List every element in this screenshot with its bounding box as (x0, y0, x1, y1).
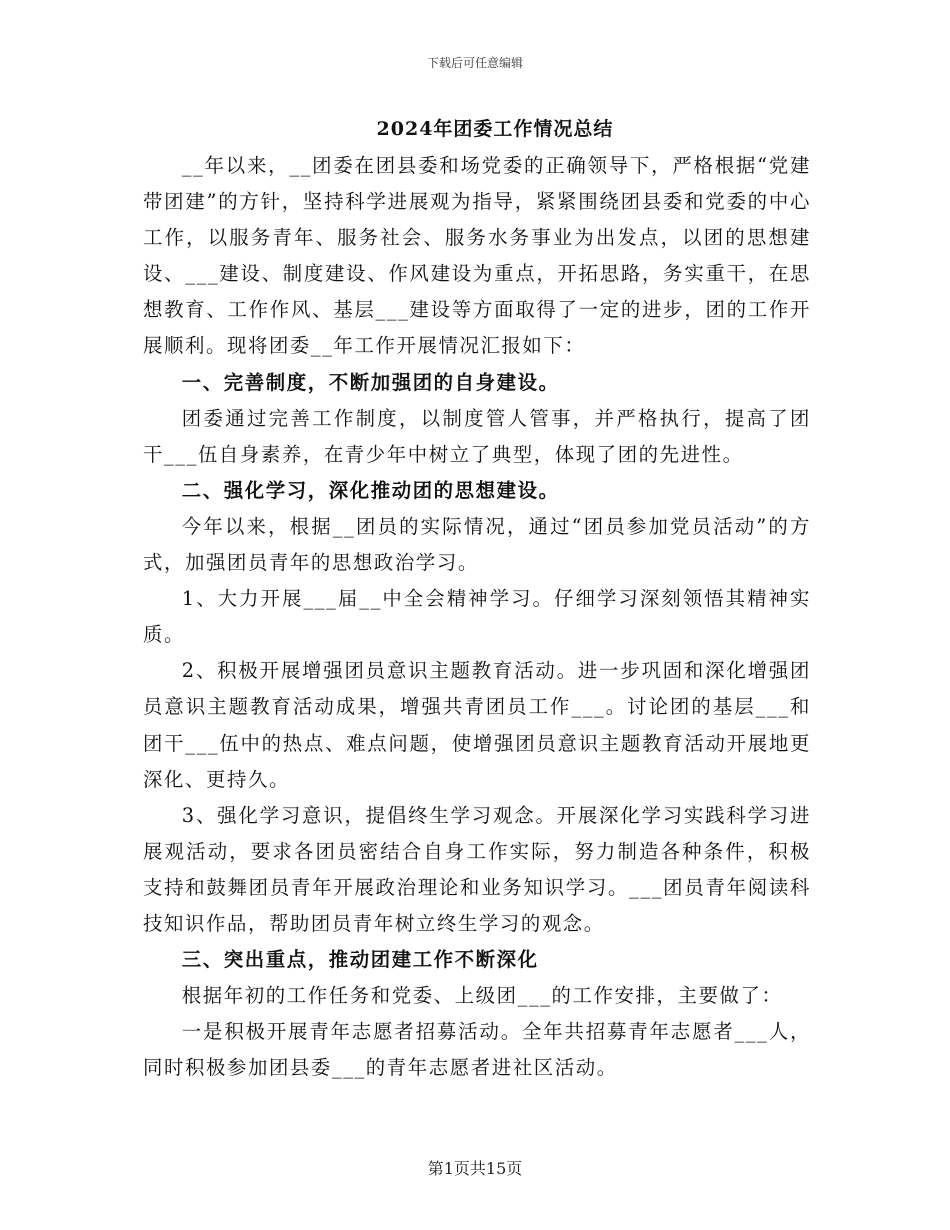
section-2-item-2: 2、积极开展增强团员意识主题教育活动。进一步巩固和深化增强团员意识主题教育活动成果，增强共青团员工作___。讨论团的基层___和团干___伍中的热点、难点问题，使增强团员意识主题教育活动开展地更深化、更持久。 (143, 659, 811, 791)
section-2-intro-paragraph: 今年以来，根据__团员的实际情况，通过“团员参加党员活动”的方式，加强团员青年的思想政治学习。 (143, 514, 811, 575)
section-3-item-1: 一是积极开展青年志愿者招募活动。全年共招募青年志愿者___人，同时积极参加团县委___的青年志愿者进社区活动。 (143, 1020, 811, 1080)
section-3-intro-paragraph: 根据年初的工作任务和党委、上级团___的工作安排，主要做了： (181, 984, 783, 1008)
section-2-item-3: 3、强化学习意识，提倡终生学习观念。开展深化学习实践科学习进展观活动，要求各团员密结合自身工作实际，努力制造各种条件，积极支持和鼓舞团员青年开展政治理论和业务知识学习。___团员青年阅读科技知识作品，帮助团员青年树立终生学习的观念。 (143, 803, 811, 935)
page-header-note: 下载后可任意编辑 (426, 56, 523, 70)
document-title: 2024年团委工作情况总结 (376, 118, 614, 140)
section-heading-1: 一、完善制度，不断加强团的自身建设。 (181, 370, 560, 394)
intro-paragraph: __年以来，__团委在团县委和场党委的正确领导下，严格根据“党建带团建”的方针，坚持科学进展观为指导，紧紧围绕团县委和党委的中心工作，以服务青年、服务社会、服务水务事业为出发点，以团的思想建设、___建设、制度建设、作风建设为重点，开拓思路，务实重干，在思想教育、工作作风、基层___建设等方面取得了一定的进步，团的工作开展顺利。现将团委__年工作开展情况汇报如下： (143, 154, 811, 358)
section-heading-3: 三、突出重点，推动团建工作不断深化 (181, 948, 539, 972)
page-number: 第1页共15页 (427, 1159, 523, 1178)
section-heading-2: 二、强化学习，深化推动团的思想建设。 (181, 478, 560, 502)
section-2-item-1: 1、大力开展___届__中全会精神学习。仔细学习深刻领悟其精神实质。 (143, 587, 811, 647)
document-body (143, 148, 811, 1086)
section-1-paragraph: 团委通过完善工作制度，以制度管人管事，并严格执行，提高了团干___伍自身素养，在青少年中树立了典型，体现了团的先进性。 (143, 406, 811, 466)
